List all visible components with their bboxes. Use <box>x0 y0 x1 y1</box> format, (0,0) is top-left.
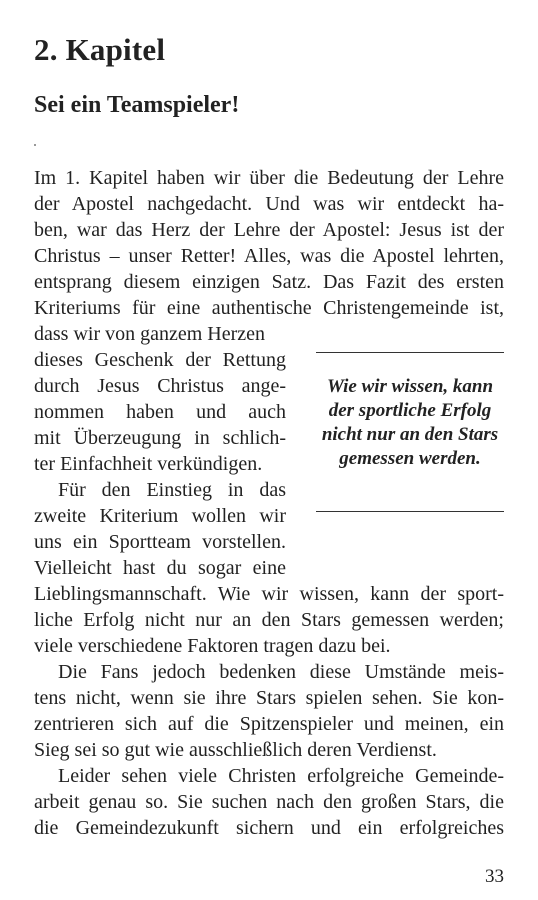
body-line: dieses Geschenk der Rettung <box>34 349 286 371</box>
body-line: ter Einfachheit verkündigen. <box>34 453 263 475</box>
body-line: mit Überzeugung in schlich- <box>34 427 286 449</box>
body-line: nommen haben und auch <box>34 401 286 423</box>
body-line: der Apostel nachgedacht. Und was wir entdeckt ha- <box>34 193 504 215</box>
body-line: Vielleicht hast du sogar eine <box>34 557 286 579</box>
body-line: uns ein Sportteam vorstellen. <box>34 531 286 553</box>
body-line: viele verschiedene Faktoren tragen dazu bei. <box>34 635 391 657</box>
pull-quote-text: Wie wir wissen, kann der sportliche Erfolg nicht nur an den Stars gemessen werden. <box>321 376 499 469</box>
body-line: liche Erfolg nicht nur an den Stars gemessen werden; <box>34 609 504 631</box>
body-line: tens nicht, wenn sie ihre Stars spielen sehen. Sie kon- <box>34 687 504 709</box>
body-line: zweite Kriterium wollen wir <box>34 505 286 527</box>
body-line: arbeit genau so. Sie suchen nach den großen Stars, die <box>34 791 504 813</box>
body-line: Im 1. Kapitel haben wir über die Bedeutung der Lehre <box>34 167 504 189</box>
body-line: die Gemeindezukunft sichern und ein erfolgreiches <box>34 817 504 839</box>
body-line: Kriteriums für eine authentische Christengemeinde ist, <box>34 297 504 319</box>
body-line: dass wir von ganzem Herzen <box>34 323 266 345</box>
body-line: zentrieren sich auf die Spitzenspieler und meinen, ein <box>34 713 504 735</box>
pull-quote-top-rule <box>316 352 504 353</box>
body-line: Sieg sei so gut wie ausschließlich deren Verdienst. <box>34 739 437 761</box>
page-number: 33 <box>485 866 504 887</box>
body-line: Für den Einstieg in das <box>58 479 286 501</box>
body-line: Leider sehen viele Christen erfolgreiche Gemeinde- <box>58 765 504 787</box>
body-line: entsprang diesem einzigen Satz. Das Fazit des ersten <box>34 271 504 293</box>
body-line: durch Jesus Christus ange- <box>34 375 286 397</box>
body-line: Lieblingsmannschaft. Wie wir wissen, kann der sport- <box>34 583 504 605</box>
body-line: Christus – unser Retter! Alles, was die Apostel lehrten, <box>34 245 504 267</box>
chapter-title: 2. Kapitel <box>34 32 166 67</box>
print-speck <box>34 144 36 146</box>
body-line: Die Fans jedoch bedenken diese Umstände meis- <box>58 661 504 683</box>
pull-quote-bottom-rule <box>316 511 504 512</box>
section-title: Sei ein Teamspieler! <box>34 92 240 118</box>
pull-quote <box>316 352 504 512</box>
body-line: ben, war das Herz der Lehre der Apostel: Jesus ist der <box>34 219 504 241</box>
